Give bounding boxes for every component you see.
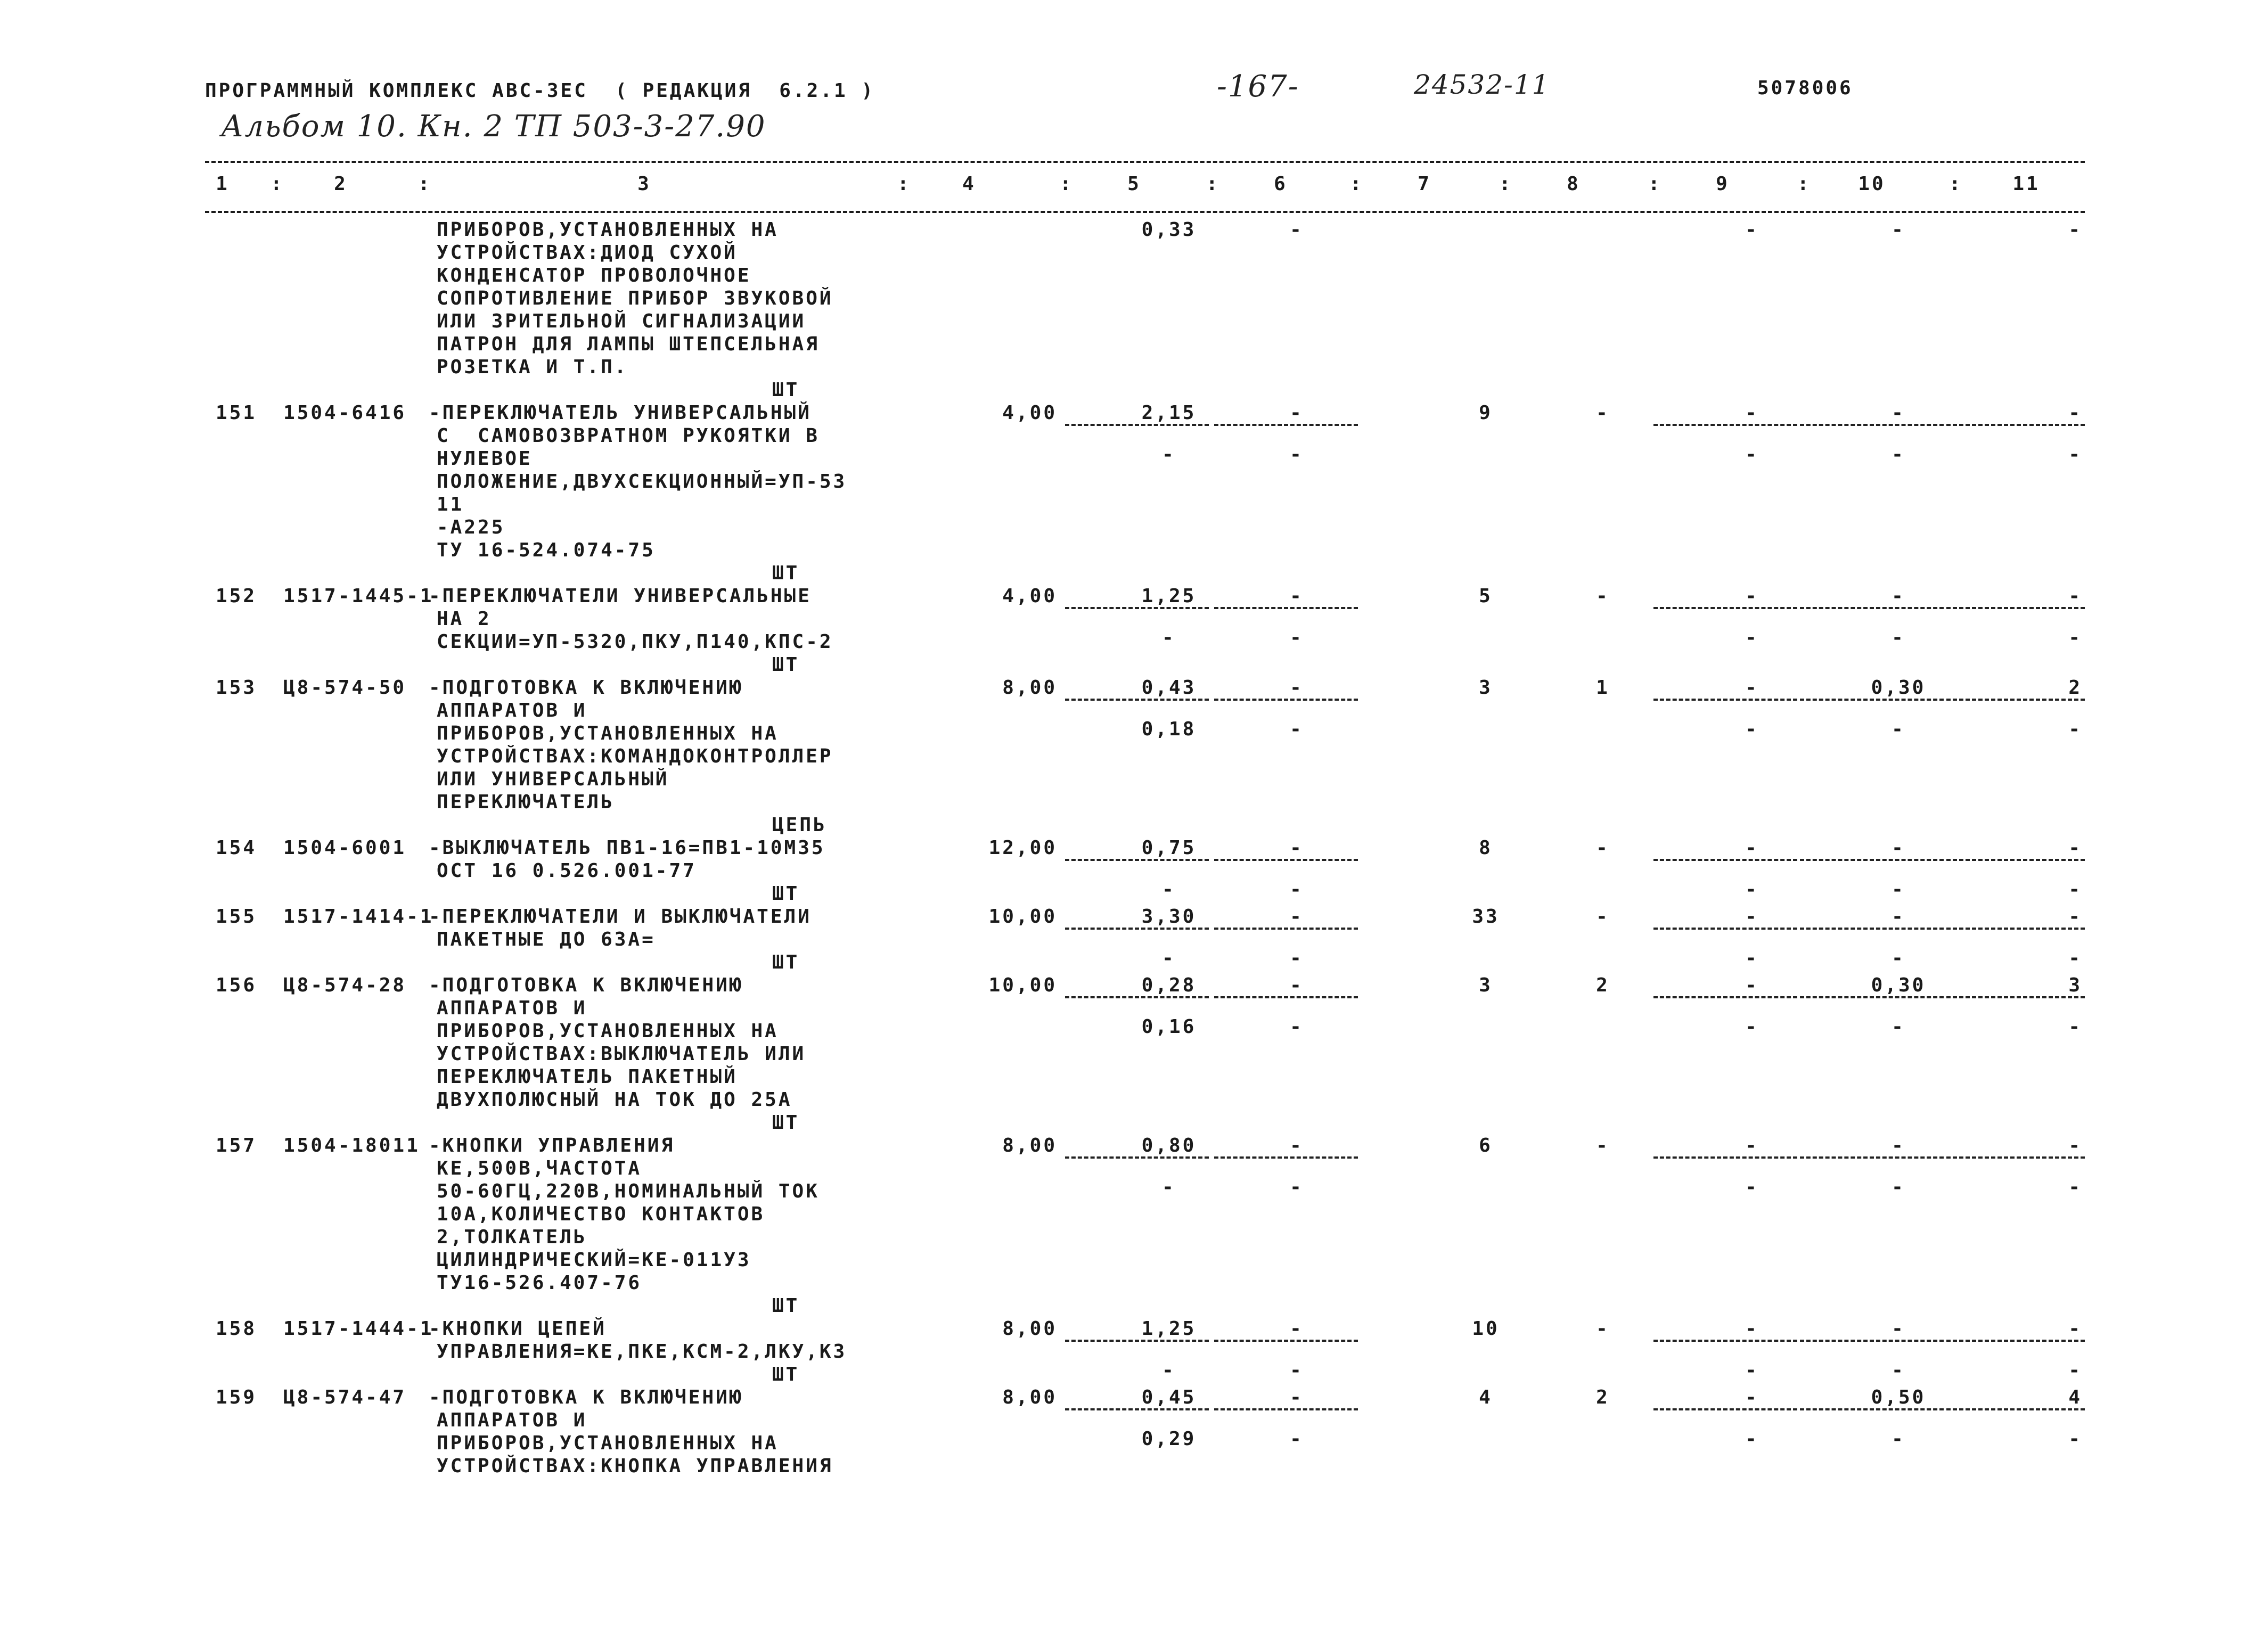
item-description-line: АППАРАТОВ И (437, 1409, 587, 1431)
subtotal-rule (1214, 996, 1358, 998)
col6-value: - (1290, 402, 1304, 424)
col9-value: - (1745, 837, 1759, 859)
column-header-6: 6 (1274, 173, 1288, 195)
unit-label: ШТ (772, 562, 800, 584)
col10-subvalue: - (1892, 627, 1905, 649)
col5-subvalue: - (1162, 879, 1176, 900)
quantity: 8,00 (1002, 677, 1057, 699)
serial-number: 5078006 (1757, 77, 1853, 99)
item-description-line: 50-60ГЦ,220В,НОМИНАЛЬНЫЙ ТОК (437, 1180, 820, 1202)
item-description-line: -ПЕРЕКЛЮЧАТЕЛЬ УНИВЕРСАЛЬНЫЙ (429, 402, 812, 424)
item-description-line: -ПОДГОТОВКА К ВКЛЮЧЕНИЮ (429, 1386, 743, 1408)
col5-value: 2,15 (1141, 402, 1197, 424)
row-number: 156 (216, 974, 257, 996)
subtotal-rule (1946, 859, 2085, 861)
subtotal-rule (1065, 859, 1209, 861)
col6-subvalue: - (1290, 947, 1304, 969)
item-description-line: РОЗЕТКА И Т.П. (437, 356, 628, 378)
col8-value: 2 (1596, 974, 1610, 996)
resource-code: 1504-18011 (283, 1135, 420, 1156)
col5-subvalue: 0,16 (1141, 1016, 1197, 1038)
col11-subvalue: - (2068, 1359, 2082, 1381)
subtotal-rule (1946, 1156, 2085, 1159)
subtotal-rule (1800, 1340, 1944, 1342)
col10-subvalue: - (1892, 718, 1905, 740)
subtotal-rule (1800, 859, 1944, 861)
item-description-line: -КНОПКИ ЦЕПЕЙ (429, 1318, 607, 1340)
col8-value: - (1596, 1135, 1610, 1156)
col11-subvalue: - (2068, 947, 2082, 969)
col6-value: - (1290, 837, 1304, 859)
quantity: 4,00 (1002, 402, 1057, 424)
column-header-11: 11 (2012, 173, 2040, 195)
col11-value: - (2068, 1318, 2082, 1340)
column-header-10: 10 (1858, 173, 1886, 195)
col9-value: - (1745, 1135, 1759, 1156)
col5-value: 0,45 (1141, 1386, 1197, 1408)
item-description-line: ПАТРОН ДЛЯ ЛАМПЫ ШТЕПСЕЛЬНАЯ (437, 333, 820, 355)
col7-value: 6 (1479, 1135, 1493, 1156)
resource-code: Ц8-574-50 (283, 677, 407, 699)
column-header-8: 8 (1567, 173, 1581, 195)
col10-subvalue: - (1892, 1428, 1905, 1450)
unit-label: ШТ (772, 951, 800, 973)
col11-subvalue: - (2068, 1016, 2082, 1038)
unit-label: ШТ (772, 1112, 800, 1134)
col6-subvalue: - (1290, 1359, 1304, 1381)
col6-subvalue: - (1290, 1016, 1304, 1038)
item-description-line: НА 2 (437, 608, 492, 630)
item-description-line: КЕ,500В,ЧАСТОТА (437, 1158, 642, 1179)
subtotal-rule (1214, 859, 1358, 861)
column-separator: : (418, 173, 432, 195)
col6-value: - (1290, 677, 1304, 699)
item-description-line: -ПОДГОТОВКА К ВКЛЮЧЕНИЮ (429, 677, 743, 699)
item-description-line: УСТРОЙСТВАХ:КОМАНДОКОНТРОЛЛЕР (437, 745, 833, 767)
col11-value: - (2068, 585, 2082, 607)
col11-value: 3 (2068, 974, 2082, 996)
col9-subvalue: - (1745, 444, 1759, 465)
col11-subvalue: - (2068, 718, 2082, 740)
quantity: 10,00 (988, 974, 1057, 996)
column-separator: : (1206, 173, 1220, 195)
subtotal-rule (1800, 607, 1944, 609)
subtotal-rule (1800, 996, 1944, 998)
col11-subvalue: - (2068, 1176, 2082, 1198)
quantity: 8,00 (1002, 1318, 1057, 1340)
item-description-line: ПРИБОРОВ,УСТАНОВЛЕННЫХ НА (437, 1020, 779, 1042)
col11-subvalue: - (2068, 627, 2082, 649)
col5-value: 1,25 (1141, 585, 1197, 607)
column-header-4: 4 (962, 173, 976, 195)
item-description-line: ПАКЕТНЫЕ ДО 63А= (437, 929, 656, 950)
intro-col5: 0,33 (1141, 219, 1197, 241)
col8-value: 1 (1596, 677, 1610, 699)
col11-subvalue: - (2068, 444, 2082, 465)
column-header-5: 5 (1127, 173, 1141, 195)
item-description-line: -ПОДГОТОВКА К ВКЛЮЧЕНИЮ (429, 974, 743, 996)
col6-subvalue: - (1290, 444, 1304, 465)
unit-label: ШТ (772, 654, 800, 676)
col9-value: - (1745, 402, 1759, 424)
subtotal-rule (1653, 996, 1797, 998)
col10-value: - (1892, 837, 1905, 859)
subtotal-rule (1946, 1408, 2085, 1410)
col8-value: - (1596, 906, 1610, 928)
item-description-line: ПОЛОЖЕНИЕ,ДВУХСЕКЦИОННЫЙ=УП-53 (437, 471, 847, 493)
subtotal-rule (1065, 1340, 1209, 1342)
col10-subvalue: - (1892, 1359, 1905, 1381)
subtotal-rule (1800, 699, 1944, 701)
item-description-line: ЦИЛИНДРИЧЕСКИЙ=КЕ-011У3 (437, 1249, 751, 1271)
unit-label: ШТ (772, 1295, 800, 1317)
column-separator: : (1797, 173, 1811, 195)
item-description-line: УПРАВЛЕНИЯ=КЕ,ПКЕ,КСМ-2,ЛКУ,К3 (437, 1341, 847, 1363)
subtotal-rule (1214, 1408, 1358, 1410)
subtotal-rule (1653, 607, 1797, 609)
col6-subvalue: - (1290, 627, 1304, 649)
subtotal-rule (1946, 607, 2085, 609)
item-description-line: ИЛИ ЗРИТЕЛЬНОЙ СИГНАЛИЗАЦИИ (437, 310, 806, 332)
col5-value: 1,25 (1141, 1318, 1197, 1340)
item-description-line: ИЛИ УНИВЕРСАЛЬНЫЙ (437, 768, 669, 790)
col10-subvalue: - (1892, 1016, 1905, 1038)
col6-value: - (1290, 585, 1304, 607)
column-header-9: 9 (1716, 173, 1730, 195)
col7-value: 8 (1479, 837, 1493, 859)
item-description-line: АППАРАТОВ И (437, 997, 587, 1019)
col10-value: - (1892, 1318, 1905, 1340)
col7-value: 9 (1479, 402, 1493, 424)
subtotal-rule (1800, 1408, 1944, 1410)
subtotal-rule (1800, 424, 1944, 426)
row-number: 159 (216, 1386, 257, 1408)
unit-label: ЦЕПЬ (772, 814, 827, 836)
intro-col9: - (1745, 219, 1759, 241)
col9-subvalue: - (1745, 1359, 1759, 1381)
col6-subvalue: - (1290, 718, 1304, 740)
column-separator: : (271, 173, 284, 195)
col5-subvalue: - (1162, 444, 1176, 465)
col9-subvalue: - (1745, 1176, 1759, 1198)
col11-value: 2 (2068, 677, 2082, 699)
subtotal-rule (1065, 699, 1209, 701)
col10-value: 0,30 (1871, 677, 1926, 699)
quantity: 12,00 (988, 837, 1057, 859)
col7-value: 3 (1479, 974, 1493, 996)
resource-code: 1504-6416 (283, 402, 407, 424)
intro-col11: - (2068, 219, 2082, 241)
column-header-2: 2 (334, 173, 348, 195)
resource-code: Ц8-574-47 (283, 1386, 407, 1408)
subtotal-rule (1800, 1156, 1944, 1159)
album-reference: Альбом 10. Кн. 2 ТП 503-3-27.90 (221, 109, 766, 144)
item-description-line: ПРИБОРОВ,УСТАНОВЛЕННЫХ НА (437, 723, 779, 744)
col11-value: 4 (2068, 1386, 2082, 1408)
intro-col10: - (1892, 219, 1905, 241)
subtotal-rule (1653, 424, 1797, 426)
col6-value: - (1290, 906, 1304, 928)
row-number: 153 (216, 677, 257, 699)
col7-value: 5 (1479, 585, 1493, 607)
quantity: 4,00 (1002, 585, 1057, 607)
subtotal-rule (1214, 928, 1358, 930)
col6-subvalue: - (1290, 879, 1304, 900)
col11-value: - (2068, 906, 2082, 928)
subtotal-rule (1214, 607, 1358, 609)
resource-code: 1504-6001 (283, 837, 407, 859)
item-description-line: С САМОВОЗВРАТНОМ РУКОЯТКИ В (437, 425, 820, 447)
col8-value: - (1596, 402, 1610, 424)
item-description-line: УСТРОЙСТВАХ:ДИОД СУХОЙ (437, 242, 738, 264)
col7-value: 4 (1479, 1386, 1493, 1408)
item-description-line: -ПЕРЕКЛЮЧАТЕЛИ И ВЫКЛЮЧАТЕЛИ (429, 906, 812, 928)
col9-subvalue: - (1745, 1016, 1759, 1038)
col9-value: - (1745, 974, 1759, 996)
col11-value: - (2068, 1135, 2082, 1156)
col5-value: 0,80 (1141, 1135, 1197, 1156)
row-number: 152 (216, 585, 257, 607)
col5-subvalue: - (1162, 947, 1176, 969)
item-description-line: ТУ16-526.407-76 (437, 1272, 642, 1294)
col10-subvalue: - (1892, 444, 1905, 465)
item-description-line: -А225 (437, 516, 505, 538)
item-description-line: ОСТ 16 0.526.001-77 (437, 860, 697, 882)
subtotal-rule (1653, 1156, 1797, 1159)
unit-label: ШТ (772, 379, 800, 401)
subtotal-rule (1946, 424, 2085, 426)
col9-value: - (1745, 1386, 1759, 1408)
col5-value: 0,28 (1141, 974, 1197, 996)
subtotal-rule (1065, 1156, 1209, 1159)
item-description-line: -КНОПКИ УПРАВЛЕНИЯ (429, 1135, 675, 1156)
col7-value: 33 (1472, 906, 1500, 928)
unit-label: ШТ (772, 1364, 800, 1385)
subtotal-rule (1065, 607, 1209, 609)
col11-subvalue: - (2068, 1428, 2082, 1450)
col8-value: - (1596, 585, 1610, 607)
resource-code: 1517-1444-1 (283, 1318, 434, 1340)
subtotal-rule (1065, 1408, 1209, 1410)
col10-subvalue: - (1892, 879, 1905, 900)
column-separator: : (1949, 173, 1963, 195)
col9-subvalue: - (1745, 947, 1759, 969)
item-description-line: ДВУХПОЛЮСНЫЙ НА ТОК ДО 25А (437, 1089, 792, 1111)
subtotal-rule (1653, 699, 1797, 701)
subtotal-rule (1653, 1340, 1797, 1342)
header-rule-bottom (205, 211, 2085, 213)
col9-value: - (1745, 1318, 1759, 1340)
item-description-line: АППАРАТОВ И (437, 700, 587, 721)
col9-subvalue: - (1745, 879, 1759, 900)
subtotal-rule (1800, 928, 1944, 930)
col5-value: 0,43 (1141, 677, 1197, 699)
col5-subvalue: - (1162, 1359, 1176, 1381)
page-number: -167- (1217, 69, 1299, 104)
col5-subvalue: - (1162, 1176, 1176, 1198)
item-description-line: ПРИБОРОВ,УСТАНОВЛЕННЫХ НА (437, 1432, 779, 1454)
subtotal-rule (1065, 928, 1209, 930)
item-description-line: СОПРОТИВЛЕНИЕ ПРИБОР ЗВУКОВОЙ (437, 288, 833, 309)
program-header: ПРОГРАММНЫЙ КОМПЛЕКС АВС-ЗЕС ( РЕДАКЦИЯ 6.2.1 ) (205, 80, 875, 102)
item-description-line: ТУ 16-524.074-75 (437, 539, 656, 561)
col6-value: - (1290, 1386, 1304, 1408)
item-description-line: ПЕРЕКЛЮЧАТЕЛЬ ПАКЕТНЫЙ (437, 1066, 738, 1088)
col11-value: - (2068, 402, 2082, 424)
quantity: 8,00 (1002, 1386, 1057, 1408)
subtotal-rule (1946, 996, 2085, 998)
subtotal-rule (1065, 996, 1209, 998)
col10-value: - (1892, 906, 1905, 928)
subtotal-rule (1214, 1156, 1358, 1159)
item-description-line: -ПЕРЕКЛЮЧАТЕЛИ УНИВЕРСАЛЬНЫЕ (429, 585, 812, 607)
col10-value: 0,50 (1871, 1386, 1926, 1408)
col5-subvalue: 0,18 (1141, 718, 1197, 740)
col9-value: - (1745, 585, 1759, 607)
item-description-line: 2,ТОЛКАТЕЛЬ (437, 1226, 587, 1248)
col6-value: - (1290, 1318, 1304, 1340)
subtotal-rule (1653, 928, 1797, 930)
col9-subvalue: - (1745, 627, 1759, 649)
resource-code: Ц8-574-28 (283, 974, 407, 996)
item-description-line: КОНДЕНСАТОР ПРОВОЛОЧНОЕ (437, 265, 751, 286)
col8-value: - (1596, 1318, 1610, 1340)
subtotal-rule (1653, 1408, 1797, 1410)
item-description-line: НУЛЕВОЕ (437, 448, 533, 470)
col6-value: - (1290, 974, 1304, 996)
item-description-line: СЕКЦИИ=УП-5320,ПКУ,П140,КПС-2 (437, 631, 833, 653)
column-separator: : (1060, 173, 1074, 195)
col10-value: 0,30 (1871, 974, 1926, 996)
column-separator: : (1350, 173, 1364, 195)
col10-value: - (1892, 1135, 1905, 1156)
column-header-3: 3 (637, 173, 651, 195)
col7-value: 3 (1479, 677, 1493, 699)
col8-value: - (1596, 837, 1610, 859)
intro-col6: - (1290, 219, 1304, 241)
row-number: 158 (216, 1318, 257, 1340)
row-number: 157 (216, 1135, 257, 1156)
col9-subvalue: - (1745, 1428, 1759, 1450)
column-separator: : (1499, 173, 1513, 195)
subtotal-rule (1946, 699, 2085, 701)
subtotal-rule (1214, 699, 1358, 701)
subtotal-rule (1946, 1340, 2085, 1342)
item-description-line: УСТРОЙСТВАХ:ВЫКЛЮЧАТЕЛЬ ИЛИ (437, 1043, 806, 1065)
subtotal-rule (1946, 928, 2085, 930)
item-description-line: УСТРОЙСТВАХ:КНОПКА УПРАВЛЕНИЯ (437, 1455, 833, 1477)
column-header-1: 1 (216, 173, 230, 195)
column-separator: : (897, 173, 911, 195)
col11-subvalue: - (2068, 879, 2082, 900)
col10-subvalue: - (1892, 1176, 1905, 1198)
column-header-7: 7 (1418, 173, 1431, 195)
resource-code: 1517-1414-1 (283, 906, 434, 928)
col9-value: - (1745, 677, 1759, 699)
col8-value: 2 (1596, 1386, 1610, 1408)
subtotal-rule (1214, 424, 1358, 426)
col6-subvalue: - (1290, 1428, 1304, 1450)
col10-subvalue: - (1892, 947, 1905, 969)
item-description-line: -ВЫКЛЮЧАТЕЛЬ ПВ1-16=ПВ1-10М35 (429, 837, 825, 859)
column-separator: : (1648, 173, 1662, 195)
unit-label: ШТ (772, 883, 800, 905)
col5-subvalue: 0,29 (1141, 1428, 1197, 1450)
quantity: 10,00 (988, 906, 1057, 928)
item-description-line: 10А,КОЛИЧЕСТВО КОНТАКТОВ (437, 1203, 765, 1225)
item-description-line: 11 (437, 494, 464, 515)
col11-value: - (2068, 837, 2082, 859)
col7-value: 10 (1472, 1318, 1500, 1340)
subtotal-rule (1214, 1340, 1358, 1342)
resource-code: 1517-1445-1 (283, 585, 434, 607)
quantity: 8,00 (1002, 1135, 1057, 1156)
col6-value: - (1290, 1135, 1304, 1156)
col9-subvalue: - (1745, 718, 1759, 740)
row-number: 151 (216, 402, 257, 424)
subtotal-rule (1065, 424, 1209, 426)
item-description-line: ПЕРЕКЛЮЧАТЕЛЬ (437, 791, 615, 813)
col10-value: - (1892, 402, 1905, 424)
header-rule-top (205, 161, 2085, 163)
col6-subvalue: - (1290, 1176, 1304, 1198)
col5-subvalue: - (1162, 627, 1176, 649)
col5-value: 0,75 (1141, 837, 1197, 859)
row-number: 155 (216, 906, 257, 928)
col9-value: - (1745, 906, 1759, 928)
col5-value: 3,30 (1141, 906, 1197, 928)
document-code: 24532-11 (1414, 69, 1550, 100)
row-number: 154 (216, 837, 257, 859)
item-description-line: ПРИБОРОВ,УСТАНОВЛЕННЫХ НА (437, 219, 779, 241)
subtotal-rule (1653, 859, 1797, 861)
col10-value: - (1892, 585, 1905, 607)
